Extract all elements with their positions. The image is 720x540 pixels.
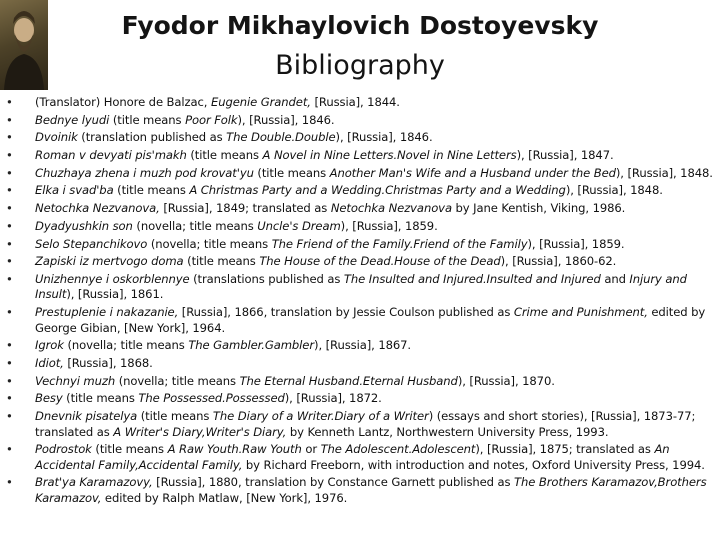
- entry-title-text: A Christmas Party and a Wedding.Christmas Party and a Wedding: [189, 183, 566, 198]
- bibliography-entry: [4, 338, 714, 354]
- bibliography-entry: [4, 201, 714, 217]
- entry-text: (title means: [109, 112, 186, 127]
- entry-text: by Richard Freeborn, with introduction and notes, Oxford University Press, 1994.: [242, 457, 705, 472]
- entry-title-text: Crime and Punishment,: [513, 305, 648, 320]
- entry-text: (title means: [137, 409, 213, 423]
- entry-text: and: [600, 271, 630, 286]
- bibliography-entry: [4, 166, 714, 182]
- entry-text: (novella; title means: [147, 236, 272, 251]
- bibliography-entry: [4, 95, 714, 111]
- entry-text: ), [Russia], 1846.: [237, 112, 335, 127]
- entry-title-text: The Double.Double: [226, 130, 336, 145]
- entry-title-text: Chuzhaya zhena i muzh pod krovat'yu: [35, 165, 254, 180]
- bibliography-entry: [4, 475, 714, 506]
- entry-title-text: Unizhennye i oskorblennye: [35, 271, 190, 286]
- entry-text: [Russia], 1880, translation by Constance Garnett published as: [152, 475, 515, 490]
- entry-text: ), [Russia], 1848.: [565, 183, 663, 198]
- entry-title-text: Prestuplenie i nakazanie,: [35, 305, 179, 320]
- entry-text: edited by George Gibian, [New York], 1964.: [35, 305, 706, 335]
- entry-text: edited by Ralph Matlaw, [New York], 1976.: [101, 490, 348, 505]
- entry-title-text: The Brothers Karamazov,Brothers Karamazov,: [35, 475, 707, 505]
- entry-title-text: Selo Stepanchikovo: [35, 236, 148, 251]
- entry-text: (title means: [186, 148, 263, 163]
- entry-title-text: Roman v devyati pis'makh: [35, 148, 187, 163]
- entry-title-text: The Possessed.Possessed: [138, 391, 285, 406]
- entry-title-text: A Writer's Diary,Writer's Diary,: [113, 424, 287, 439]
- bibliography-entry: [4, 148, 714, 164]
- bibliography-entry: [4, 272, 714, 303]
- entry-text: [Russia], 1868.: [63, 355, 153, 370]
- entry-text: ), [Russia], 1848.: [615, 165, 713, 180]
- entry-text: [Russia], 1866, translation by Jessie Coulson published as: [178, 305, 514, 320]
- entry-title-text: The Friend of the Family.Friend of the Family: [271, 236, 528, 251]
- entry-title-text: Netochka Nezvanova: [330, 201, 452, 216]
- entry-text: ), [Russia], 1870.: [457, 373, 555, 388]
- bibliography-entry: [4, 391, 714, 407]
- entry-text: (novella; title means: [115, 373, 240, 388]
- entry-text: (Translator) Honore de Balzac,: [35, 95, 211, 109]
- entry-text: ), [Russia], 1867.: [314, 338, 412, 353]
- entry-text: (title means: [253, 165, 330, 180]
- entry-title-text: The House of the Dead.House of the Dead: [259, 254, 501, 269]
- entry-title-text: Brat'ya Karamazovy,: [35, 475, 153, 490]
- entry-text: ), [Russia], 1875; translated as: [475, 442, 655, 457]
- entry-title-text: Besy: [35, 391, 63, 406]
- entry-title-text: Another Man's Wife and a Husband under the Bed: [329, 165, 616, 180]
- entry-text: (novella; title means: [63, 338, 189, 353]
- entry-title-text: Zapiski iz mertvogo doma: [35, 254, 184, 269]
- entry-text: (translation published as: [77, 130, 227, 145]
- entry-title-text: Dyadyushkin son: [35, 218, 133, 233]
- bibliography-entry: [4, 183, 714, 199]
- page-subtitle: Bibliography: [275, 50, 445, 81]
- entry-title-text: Injury and Insult: [35, 271, 687, 302]
- entry-title-text: Poor Folk: [185, 112, 238, 127]
- bibliography-entry: [4, 130, 714, 146]
- entry-title-text: The Gambler.Gambler: [188, 338, 315, 353]
- entry-title-text: The Insulted and Injured.Insulted and Injured: [343, 271, 601, 286]
- entry-text: [Russia], 1849; translated as: [159, 201, 331, 216]
- entry-title-text: Igrok: [35, 338, 64, 353]
- bibliography-entry: [4, 356, 714, 372]
- bibliography-entry: [4, 113, 714, 129]
- entry-text: (title means: [91, 442, 168, 457]
- bibliography-entry: [4, 254, 714, 270]
- page-title: Fyodor Mikhaylovich Dostoyevsky: [121, 11, 599, 40]
- entry-text: ), [Russia], 1872.: [284, 391, 382, 406]
- entry-text: ), [Russia], 1859.: [527, 236, 625, 251]
- entry-title-text: A Novel in Nine Letters.Novel in Nine Letters: [262, 148, 517, 163]
- bibliography-list: [4, 95, 714, 506]
- bibliography-entry: [4, 219, 714, 235]
- entry-title-text: Eugenie Grandet,: [210, 95, 311, 109]
- entry-text: ), [Russia], 1860-62.: [500, 254, 617, 269]
- entry-text: ), [Russia], 1861.: [66, 287, 164, 302]
- entry-text: ), [Russia], 1846.: [335, 130, 433, 145]
- entry-text: (title means: [113, 183, 190, 198]
- entry-text: (novella; title means: [132, 218, 258, 233]
- entry-title-text: A Raw Youth.Raw Youth: [167, 442, 302, 457]
- entry-title-text: Podrostok: [35, 442, 92, 457]
- entry-title-text: Netochka Nezvanova,: [35, 201, 160, 216]
- entry-title-text: Uncle's Dream: [257, 218, 341, 233]
- entry-text: by Jane Kentish, Viking, 1986.: [451, 201, 626, 216]
- entry-title-text: Dvoinik: [35, 130, 78, 145]
- bibliography-entry: [4, 305, 714, 336]
- entry-text: ) (essays and short stories), [Russia], 1873-77; translated as: [35, 409, 696, 439]
- entry-title-text: The Diary of a Writer.Diary of a Writer: [212, 409, 429, 423]
- bibliography-entry: [4, 374, 714, 390]
- entry-title-text: Bednye lyudi: [35, 112, 110, 127]
- entry-text: by Kenneth Lantz, Northwestern University Press, 1993.: [286, 424, 609, 439]
- bibliography-entry: [4, 237, 714, 253]
- bibliography-entry: [4, 442, 714, 473]
- entry-title-text: The Eternal Husband.Eternal Husband: [239, 373, 458, 388]
- entry-title-text: Idiot,: [35, 355, 64, 370]
- slide-title: [0, 6, 720, 86]
- entry-title-text: An Accidental Family,Accidental Family,: [35, 442, 670, 472]
- entry-title-text: Dnevnik pisatelya: [35, 409, 138, 423]
- entry-text: ), [Russia], 1859.: [340, 218, 438, 233]
- entry-text: or: [301, 442, 321, 457]
- entry-text: (title means: [62, 391, 139, 406]
- entry-title-text: Vechnyi muzh: [35, 373, 116, 388]
- entry-text: (title means: [183, 254, 260, 269]
- bibliography-entry: [4, 409, 714, 440]
- entry-text: ), [Russia], 1847.: [516, 148, 614, 163]
- entry-title-text: Elka i svad'ba: [35, 183, 114, 198]
- entry-title-text: The Adolescent.Adolescent: [320, 442, 476, 457]
- entry-text: (translations published as: [189, 271, 344, 286]
- entry-text: [Russia], 1844.: [310, 95, 400, 109]
